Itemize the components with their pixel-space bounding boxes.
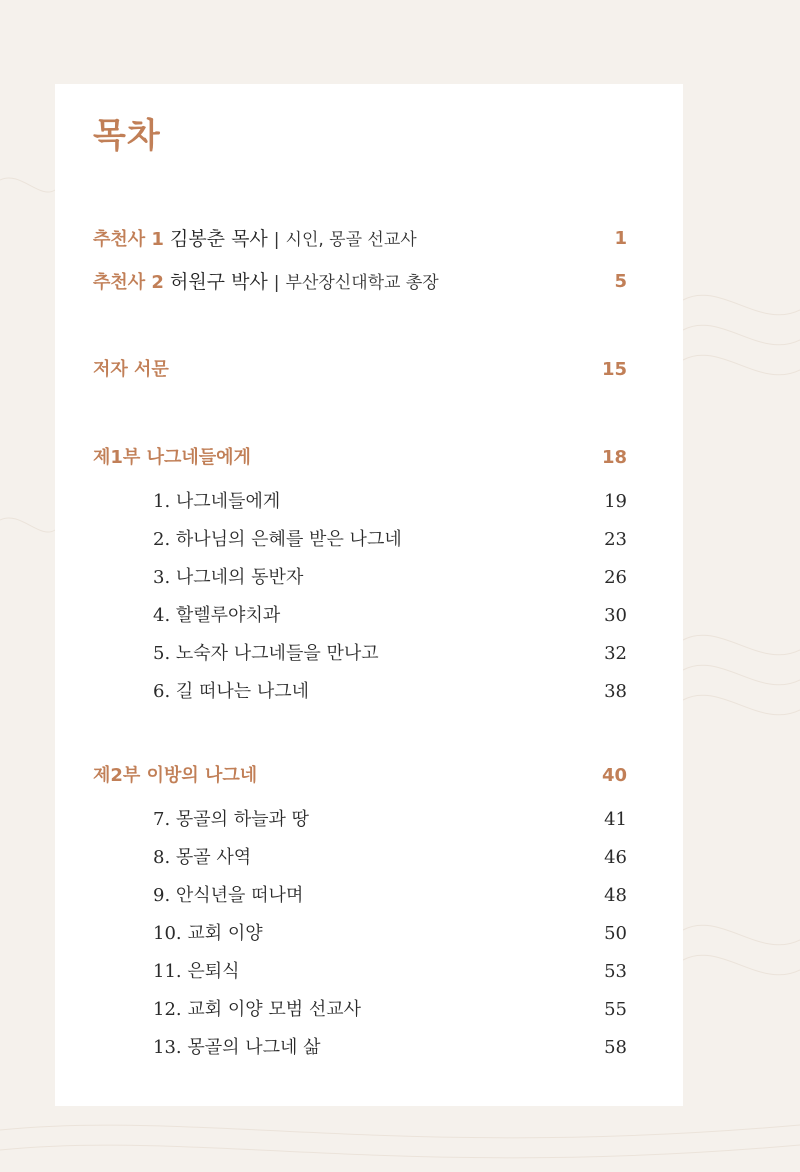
recommendation-label: 추천사 2 [93, 272, 164, 293]
toc-entry-chapter[interactable] [93, 525, 627, 555]
chapter-title: 3. 나그네의 동반자 [153, 567, 304, 588]
page-number: 41 [604, 809, 627, 830]
toc-entry-recommendation-1[interactable] [93, 224, 627, 254]
recommendation-author: 김봉춘 목사 [169, 228, 268, 250]
page-number: 1 [614, 228, 627, 249]
chapter-title: 10. 교회 이양 [153, 923, 263, 944]
toc-entry-chapter[interactable] [93, 843, 627, 873]
page-number: 53 [604, 961, 627, 982]
page-number: 50 [604, 923, 627, 944]
toc-entry-chapter[interactable] [93, 639, 627, 669]
chapter-title: 8. 몽골 사역 [153, 847, 252, 868]
toc-entry-chapter[interactable] [93, 805, 627, 835]
page-number: 32 [604, 643, 627, 664]
recommendation-label: 추천사 1 [93, 229, 164, 250]
recommendation-author-title: 부산장신대학교 총장 [285, 273, 439, 293]
page-number: 46 [604, 847, 627, 868]
toc-entry-chapter[interactable] [93, 995, 627, 1025]
toc-entry-chapter[interactable] [93, 957, 627, 987]
toc-entry-chapter[interactable] [93, 601, 627, 631]
page-number: 38 [604, 681, 627, 702]
page-number: 5 [614, 271, 627, 292]
toc-entry-chapter[interactable] [93, 677, 627, 707]
chapter-title: 13. 몽골의 나그네 삶 [153, 1037, 321, 1058]
chapter-title: 12. 교회 이양 모범 선교사 [153, 999, 362, 1020]
page-number: 30 [604, 605, 627, 626]
section-title: 저자 서문 [93, 359, 169, 380]
toc-entry-chapter[interactable] [93, 881, 627, 911]
chapter-title: 4. 할렐루야치과 [153, 605, 281, 626]
page-number: 23 [604, 529, 627, 550]
separator: | [273, 273, 280, 293]
page-number: 19 [604, 491, 627, 512]
toc-entry-part-1[interactable] [93, 443, 627, 473]
toc-title: 목차 [93, 116, 161, 156]
chapter-title: 9. 안식년을 떠나며 [153, 885, 304, 906]
chapter-title: 5. 노숙자 나그네들을 만나고 [153, 643, 379, 664]
toc-entry-chapter[interactable] [93, 919, 627, 949]
recommendation-author: 허원구 박사 [169, 271, 268, 293]
toc-page [55, 84, 683, 1106]
recommendation-author-title: 시인, 몽골 선교사 [285, 230, 417, 250]
part-title: 제1부 나그네들에게 [93, 447, 251, 468]
separator: | [273, 230, 280, 250]
page-number: 26 [604, 567, 627, 588]
page-number: 55 [604, 999, 627, 1020]
page-number: 40 [601, 765, 627, 786]
part-title: 제2부 이방의 나그네 [93, 765, 258, 786]
toc-entry-preface[interactable] [93, 355, 627, 385]
chapter-title: 2. 하나님의 은혜를 받은 나그네 [153, 529, 402, 550]
toc-entry-chapter[interactable] [93, 1033, 627, 1063]
page-number: 15 [601, 359, 627, 380]
toc-entry-recommendation-2[interactable] [93, 267, 627, 297]
toc-entry-part-2[interactable] [93, 761, 627, 791]
chapter-title: 1. 나그네들에게 [153, 491, 281, 512]
toc-entry-chapter[interactable] [93, 563, 627, 593]
chapter-title: 7. 몽골의 하늘과 땅 [153, 809, 310, 830]
page-number: 58 [604, 1037, 627, 1058]
chapter-title: 11. 은퇴식 [153, 961, 240, 982]
page-number: 18 [601, 447, 627, 468]
chapter-title: 6. 길 떠나는 나그네 [153, 681, 310, 702]
page-number: 48 [604, 885, 627, 906]
toc-entry-chapter[interactable] [93, 487, 627, 517]
